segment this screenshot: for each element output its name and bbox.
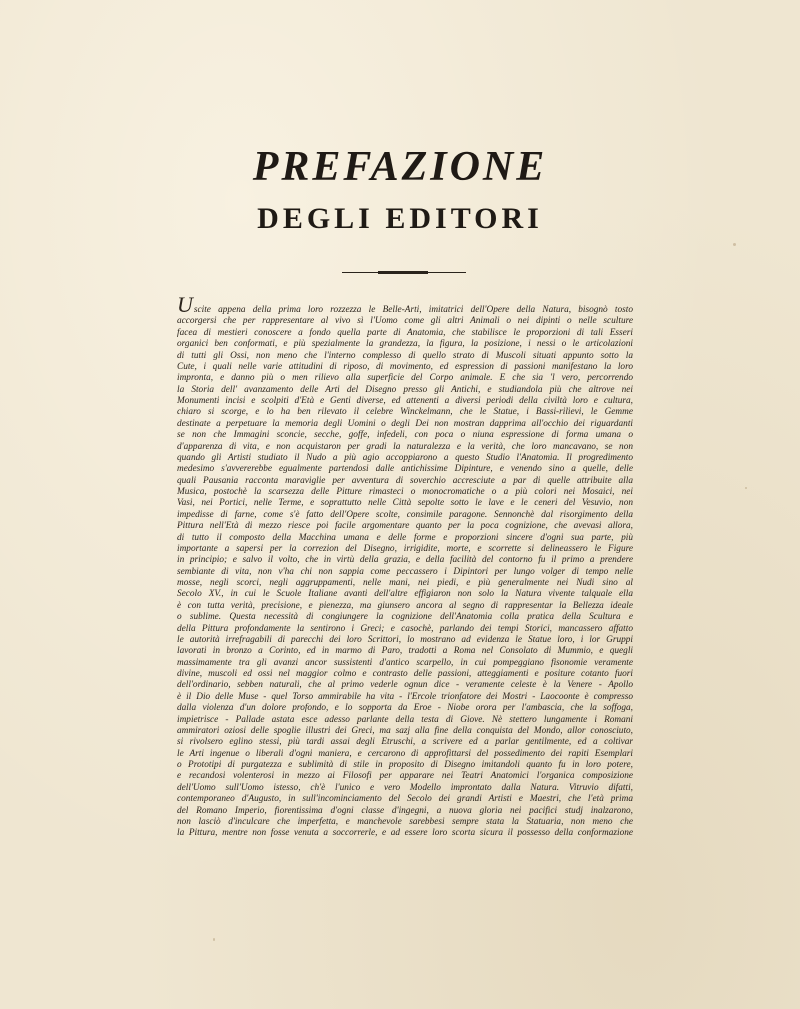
paper-foxing-spot [745,487,747,489]
body-line [177,624,633,635]
body-line [177,498,633,509]
body-line-text: dell'Uomo sull'Uomo istesso, ch'è l'unico e vero Modello improntato dalla Natura. Vitruvio difatti, [177,782,633,793]
page-title: PREFAZIONE [252,144,548,190]
body-line [177,806,633,817]
body-line-text: Monumenti incisi e scolpiti d'Età e Genti diverse, ed attenenti a diversi periodi della civiltà loro e cultura, [177,396,633,406]
body-line-text: di tutto il composto della Macchina umana e delle forme e proporzioni sincere d'ogni sua parte, più [177,532,633,543]
body-line [177,828,633,839]
body-line [177,749,633,760]
body-line [177,715,633,726]
body-line-text: non lasciò d'inculcare che imperfetta, e manchevole sarebbesi sempre stata la Statuaria, non meno che [177,816,633,827]
drop-initial: U [177,292,193,317]
body-line [177,589,633,600]
body-line-text: massimamente tra gli avanzi ancor sussistenti d'antico scarpello, in cui pompeggiano fisonomie veramente [177,657,633,668]
body-line-text: impedisse di farne, come s'è fatto dell'Opere scolte, consimile paragone. Sennonchè dal risorgimento della [177,509,633,520]
paper-foxing-spot [213,938,215,941]
body-line-text: quali Pausania racconta maraviglie per avventura di soverchio accresciute a par di quelle attribuite alla [177,475,633,486]
body-line [177,601,633,612]
body-line-text: impronta, e danno più o men rilievo alla superficie del Corpo animale. E che sia 'l vero, percorrendo [177,373,633,384]
body-line-text: lavorati in bronzo a Corinto, ed in marmo di Paro, tradotti a Roma nel Consolato di Mummio, e quegli [177,646,633,657]
body-line [177,544,633,555]
body-line [177,635,633,646]
body-line-text: o Prototipi di purgatezza e sublimità di stile in proposito di Disegno imitandoli quanto fu in loro potere, [177,760,633,770]
body-line [177,680,633,691]
body-line-text: destinate a perpetuare la memoria degli Uomini o degli Dei non mostran dapprima all'occhio dei riguardanti [177,418,633,429]
body-line-text: impietrisce - Pallade astata esce adesso parlante della testa di Giove. Nè stettero lungamente i Romani [177,714,633,725]
body-line-text: della Pittura profondamente la sentirono i Greci; e casochè, parlando dei tempi Storici, mancassero affatto [177,623,633,634]
body-line-text: ammiratori oziosi delle spoglie illustri dei Greci, ma sazj alla fine della conquista del Mondo, allor conosciuto, [177,725,633,736]
body-line [177,407,633,418]
body-line-text: la Storia dell' avanzamento delle Arti del Disegno presso gli Antichi, e studiandola più che altrove nei [177,384,633,395]
body-line [177,430,633,441]
body-line [177,476,633,487]
body-line [177,351,633,362]
body-line-text: Musica, postochè la scarsezza delle Pitture rimasteci o monocromatiche o a più colori nei Mosaici, nei [177,487,633,497]
body-line-text: in principio; e salvo il volto, che in virtù della grazia, e della facilità del contorno fu il primo a prendere [177,555,633,566]
body-line-text: è con tutta verità, precisione, e pienezza, ma giunsero ancora al segno di rappresentar la Bellezza ideale [177,600,633,611]
body-line-text: dalla violenza d'un dolore profondo, e lo sopporta da Eroe - Niobe orora per l'ambascia, che la soffoga, [177,703,633,714]
body-line-text: medesimo s'avvererebbe egualmente partendosi dalle antichissime Dipinture, e venendo sino a quelle, delle [177,464,633,475]
body-line-text: d'apparenza di vita, e non acquistaron per gradi la naturalezza e la verità, che loro mancavano, se non [177,441,633,452]
body-line-text: mosse, negli scorci, negli aggruppamenti, nelle mani, nei piedi, e più generalmente nei Nudi sino al [177,578,633,588]
body-line [177,760,633,771]
body-line [177,794,633,805]
body-line [177,419,633,430]
body-line-text: le autorità irrefragabili di parecchi dei loro Scrittori, lo mostrano ad evidenza le Statue loro, i lor Gruppi [177,634,633,645]
body-line-text: scite appena della prima loro rozzezza le Belle-Arti, imitatrici dell'Opere della Natura, bisognò tosto [193,305,633,315]
body-line [177,533,633,544]
body-line-text: sembiante di vita, non v'ha chi non sappia come peccassero i Dipintori per lungo volger di tempo nelle [177,566,633,577]
body-line [177,339,633,350]
body-line [177,510,633,521]
body-line-text: le Arti ingenue o liberali d'ogni maniera, e cercarono di approfittarsi del possedimento dei rapiti Esemplari [177,748,633,759]
body-line [177,487,633,498]
body-line [177,658,633,669]
body-line-text: importante a sapersi per la correzion del Disegno, irrigidite, morte, e scorrette si delineassero le Figure [177,543,633,554]
body-line [177,669,633,680]
body-line-text: si rivolsero eglino stessi, più tardi assai degli Etruschi, a scrivere ed a parlar gentilmente, ed a coltivar [177,737,633,748]
body-line [177,783,633,794]
page-subtitle: DEGLI EDITORI [257,202,543,235]
body-line-text: di tutti gli Ossi, non meno che l'interno complesso di quello strato di Muscoli situati appunto sotto la [177,350,633,361]
body-line [177,396,633,407]
body-line [177,646,633,657]
body-line [177,567,633,578]
body-line-text: chiaro si scorge, e lo ha ben rilevato il celebre Winckelmann, che le Statue, i Bassi-rilievi, le Gemme [177,407,633,418]
body-line-text: quando gli Artisti studiato il Nudo a più agio accoppiarono a questo Studio l'Anatomia. Il progredimento [177,452,633,463]
body-line-text: accorgersi che per rappresentare al vivo sì l'Uomo come gli altri Animali o nei dipinti o nelle sculture [177,316,633,327]
body-line-text: Secolo XV., in cui le Scuole Italiane avanti dell'altre effigiaron non solo la Natura vivente talquale ella [177,589,633,600]
title-ornament-rule [342,271,466,274]
body-line-text: la Pittura, mentre non fosse venuta a soccorrerle, e ad essere loro scorta sicura il possesso della conformazione [177,828,633,839]
body-line [177,292,633,317]
body-line-text: o sublime. Questa necessità di congiungere la cognizione dell'Anatomia colla pratica della Scultura e [177,612,633,623]
body-line-text: se non che Immagini sconcie, secche, goffe, infedeli, con poca o niuna espressione di forma umana o [177,430,633,441]
paper-foxing-spot [733,243,736,246]
body-line-text: Cute, i quali nelle varie attitudini di riposo, di movimento, ed espression di passioni manifestano la loro [177,361,633,372]
body-line [177,385,633,396]
body-line-text: e recandosi volenterosi in mezzo ai Filosofi per apparare nei Teatri Anatomici l'organica composizione [177,771,633,782]
body-line [177,612,633,623]
body-line-text: contemporaneo d'Augusto, in sull'incominciamento del Secolo dei grandi Artisti e Maestri, che l'età prima [177,794,633,805]
body-line [177,726,633,737]
body-line-text: facea di mestieri conoscere a fondo quella parte di Anatomia, che stabilisce le proporzioni di tali Esseri [177,327,633,338]
body-line [177,316,633,327]
body-line [177,453,633,464]
body-line [177,692,633,703]
preface-body-text [177,292,633,840]
body-line-text: dell'ordinario, sebben naturali, che al primo vederle ognun dice - veramente celeste è la Venere - Apollo [177,680,633,691]
body-line [177,771,633,782]
body-line [177,464,633,475]
body-line-text: Vasi, nei Portici, nelle Terme, e soprattutto nelle Città sepolte sotto le lave e le ceneri del Vesuvio, non [177,498,633,509]
body-line [177,578,633,589]
body-line-text: organici ben conformati, e più spezialmente la grandezza, la figura, la posizione, i nessi o le articolazioni [177,339,633,350]
body-line-text: del Romano Imperio, fiorentissima d'ogni classe d'ingegni, a nuova gloria nei pacifici studj inalzarono, [177,805,633,816]
body-line [177,555,633,566]
body-line [177,362,633,373]
body-line [177,328,633,339]
body-line [177,703,633,714]
body-line [177,442,633,453]
body-line [177,817,633,828]
body-line-text: divine, muscoli ed ossi nel maggior colmo e contrasto delle passioni, atteggiamenti e positure cotanto fuori [177,669,633,679]
body-line [177,521,633,532]
body-line-text: è il Dio delle Muse - quel Torso ammirabile ha vita - l'Ercole trionfatore dei Mostri - Laocoonte è compresso [177,691,633,702]
body-line-text: Pittura nell'Età di mezzo riesce poi facile argomentare quanto per la poca cognizione, che avevasi allora, [177,521,633,532]
body-line [177,737,633,748]
ornament-thick-bar [378,271,428,274]
body-line [177,373,633,384]
